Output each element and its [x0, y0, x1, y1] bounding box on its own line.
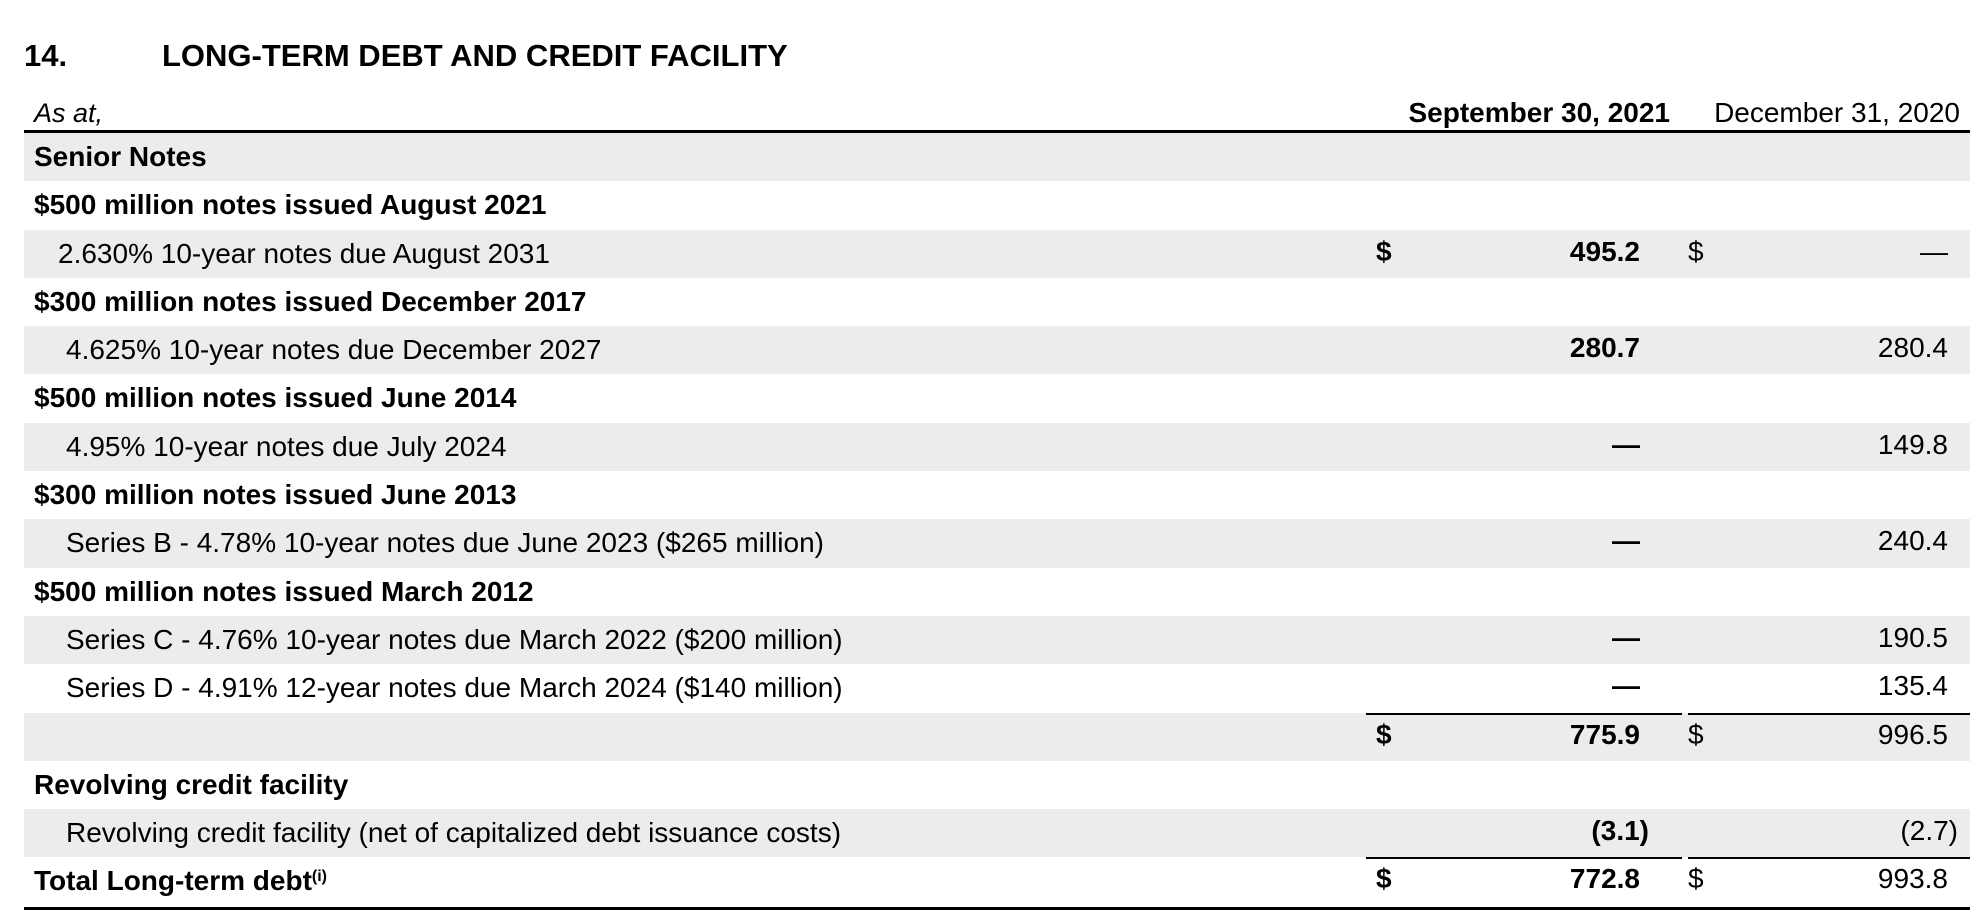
debt-table	[24, 133, 1970, 906]
table-header	[24, 96, 1970, 133]
table-row	[24, 374, 1970, 422]
table-row	[24, 471, 1970, 519]
row-label: Senior Notes	[34, 141, 207, 172]
row-label: Series C - 4.76% 10-year notes due March 2022 ($200 million)	[66, 623, 843, 655]
value-2021: —	[1612, 621, 1640, 653]
currency-symbol: $	[1376, 863, 1392, 895]
total-row	[24, 857, 1970, 905]
row-label: $500 million notes issued March 2012	[34, 575, 534, 607]
table-row	[24, 761, 1970, 809]
row-label: Revolving credit facility (net of capitalized debt issuance costs)	[66, 817, 842, 849]
currency-symbol: $	[1376, 718, 1392, 750]
row-label: 4.95% 10-year notes due July 2024	[66, 430, 507, 462]
table-row	[24, 230, 1970, 278]
value-2020: —	[1920, 235, 1948, 267]
value-2020: (2.7)	[1900, 815, 1958, 847]
section-title: LONG-TERM DEBT AND CREDIT FACILITY	[162, 38, 788, 73]
row-label: Series B - 4.78% 10-year notes due June 2023 ($265 million)	[66, 527, 824, 559]
row-label: $500 million notes issued June 2014	[34, 382, 517, 414]
table-row	[24, 326, 1970, 374]
as-at-label: As at,	[34, 98, 104, 128]
subtotal-row	[24, 713, 1970, 761]
currency-symbol: $	[1376, 235, 1392, 267]
table-row	[24, 423, 1970, 471]
value-2021: —	[1612, 428, 1640, 460]
table-bottom-rule	[24, 907, 1970, 910]
table-row	[24, 181, 1970, 229]
currency-symbol: $	[1688, 718, 1704, 750]
subtotal-2021: 775.9	[1569, 718, 1640, 750]
total-2021: 772.8	[1569, 863, 1640, 895]
row-label: $300 million notes issued December 2017	[34, 285, 587, 317]
value-2020: 240.4	[1877, 525, 1948, 557]
value-2021: (3.1)	[1591, 815, 1649, 847]
row-label: $500 million notes issued August 2021	[34, 189, 547, 221]
table-row	[24, 133, 1970, 181]
section-number: 14.	[24, 38, 68, 73]
total-label	[34, 857, 327, 905]
row-label: 2.630% 10-year notes due August 2031	[58, 237, 550, 269]
subtotal-2020: 996.5	[1877, 718, 1948, 750]
table-row	[24, 568, 1970, 616]
value-2021: —	[1612, 525, 1640, 557]
value-2021: 280.7	[1569, 332, 1640, 364]
value-2021: 495.2	[1569, 235, 1640, 267]
row-label: 4.625% 10-year notes due December 2027	[66, 334, 602, 366]
table-row	[24, 519, 1970, 567]
currency-symbol: $	[1688, 235, 1704, 267]
table-row	[24, 664, 1970, 712]
total-2020: 993.8	[1877, 863, 1948, 895]
footnote-marker: (i)	[311, 868, 328, 886]
value-2020: 149.8	[1877, 428, 1948, 460]
row-label: Series D - 4.91% 12-year notes due March 2024 ($140 million)	[66, 672, 843, 704]
currency-symbol: $	[1688, 863, 1704, 895]
row-label: Revolving credit facility	[34, 768, 349, 800]
value-2021: —	[1612, 670, 1640, 702]
total-label-text: Total Long-term debt	[34, 865, 312, 897]
row-label: $300 million notes issued June 2013	[34, 479, 517, 511]
table-row	[24, 616, 1970, 664]
table-row	[24, 278, 1970, 326]
value-2020: 280.4	[1877, 332, 1948, 364]
value-2020: 190.5	[1877, 621, 1948, 653]
column-header-dec-2020: December 31, 2020	[1714, 97, 1960, 128]
value-2020: 135.4	[1877, 670, 1948, 702]
table-row	[24, 809, 1970, 857]
column-header-sep-2021: September 30, 2021	[1408, 97, 1670, 128]
